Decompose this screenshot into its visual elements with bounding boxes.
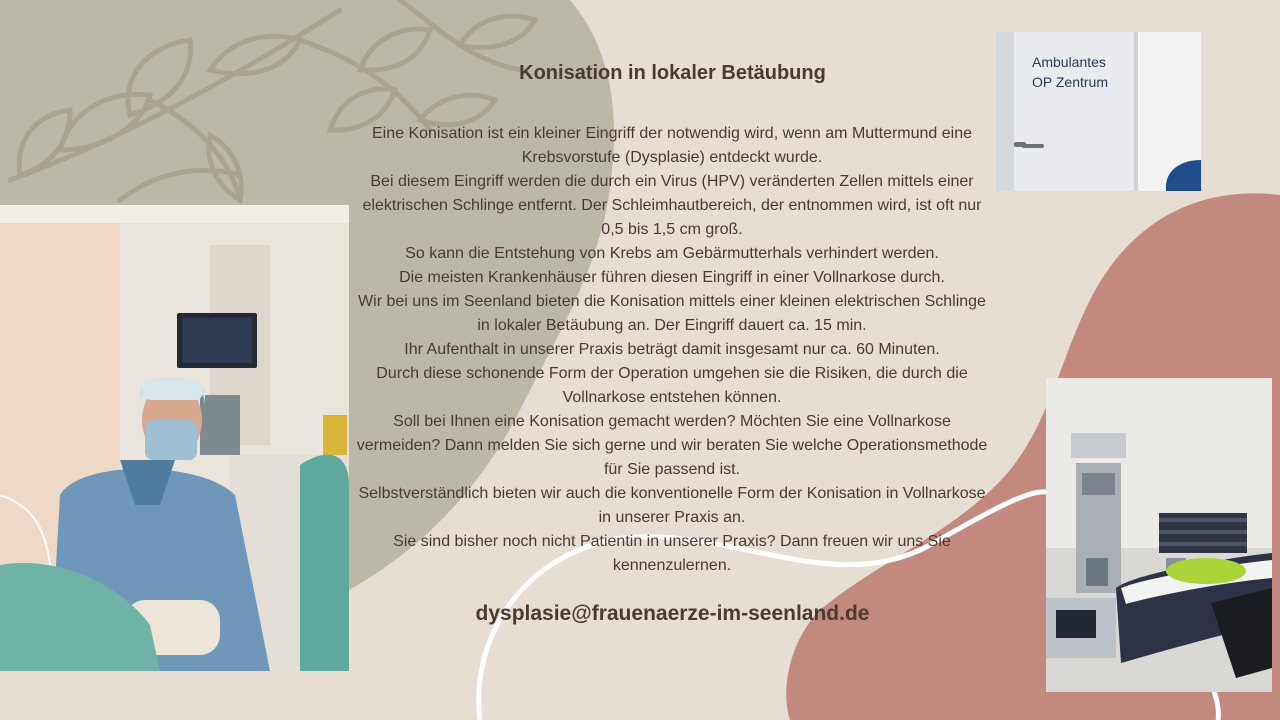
- door-photo: [996, 32, 1201, 191]
- paragraph: Die meisten Krankenhäuser führen diesen Eingriff in einer Vollnarkose durch.: [399, 269, 945, 286]
- contact-email-link[interactable]: dysplasie@frauenaerze-im-seenland.de: [475, 602, 870, 625]
- paragraph: So kann die Entstehung von Krebs am Gebärmutterhals verhindert werden.: [405, 245, 939, 262]
- paragraph: Ihr Aufenthalt in unserer Praxis beträgt damit insgesamt nur ca. 60 Minuten.: [404, 341, 940, 358]
- body-text: [356, 122, 988, 578]
- surgeon-photo: [0, 205, 349, 671]
- paragraph: Durch diese schonende Form der Operation umgehen sie die Risiken, die durch die Vollnarkose entstehen können.: [376, 365, 968, 406]
- paragraph: Wir bei uns im Seenland bieten die Konisation mittels einer kleinen elektrischen Schlinge in lokaler Betäubung an. Der Eingriff dauert ca. 15 min.: [358, 293, 986, 334]
- paragraph: Eine Konisation ist ein kleiner Eingriff der notwendig wird, wenn am Muttermund eine Krebsvorstufe (Dysplasie) entdeckt wurde.: [371, 125, 973, 166]
- paragraph: Selbstverständlich bieten wir auch die konventionelle Form der Konisation in Vollnarkose in unserer Praxis an.: [358, 485, 986, 526]
- paragraph: Soll bei Ihnen eine Konisation gemacht werden? Möchten Sie eine Vollnarkose vermeiden? Dann melden Sie sich gerne und wir beraten Sie welche Operationsmethode für Sie passend ist.: [356, 413, 988, 478]
- door-sign: [1032, 52, 1108, 92]
- operating-room-photo: [1046, 378, 1272, 692]
- paragraph: Bei diesem Eingriff werden die durch ein Virus (HPV) veränderten Zellen mittels einer elektrischen Schlinge entfernt. Der Schleimhautbereich, der entnommen wird, ist oft nur 0,5 bis 1,5 cm groß.: [362, 173, 982, 238]
- door-sign-line1: Ambulantes: [1032, 54, 1106, 70]
- paragraph: Sie sind bisher noch nicht Patientin in unserer Praxis? Dann freuen wir uns Sie kennenzulernen.: [393, 533, 951, 574]
- page-title: Konisation in lokaler Betäubung: [519, 62, 826, 84]
- door-sign-line2: OP Zentrum: [1032, 74, 1108, 90]
